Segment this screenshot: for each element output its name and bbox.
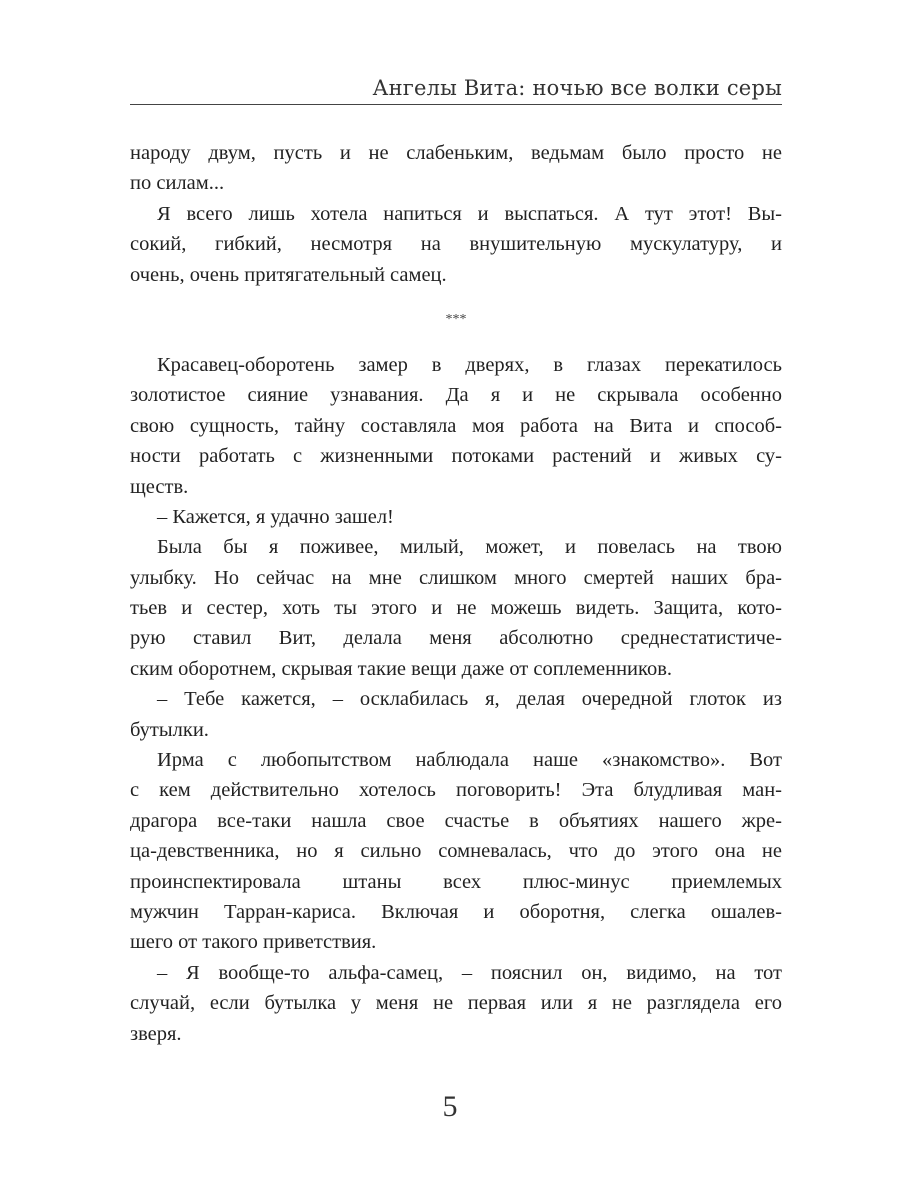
page-number: 5 bbox=[442, 1090, 458, 1123]
text-line: шего от такого приветствия. bbox=[130, 931, 377, 954]
text-line: сокий, гибкий, несмотря на внушительную мускулатуру, и bbox=[130, 233, 782, 256]
text-line: ности работать с жизненными потоками растений и живых су- bbox=[130, 445, 782, 468]
text-line: ским оборотнем, скрывая такие вещи даже от соплеменников. bbox=[130, 657, 672, 680]
text-line: рую ставил Вит, делала меня абсолютно среднестатистиче- bbox=[130, 627, 782, 650]
running-header bbox=[130, 72, 782, 105]
text-line: свою сущность, тайну составляла моя работа на Вита и способ- bbox=[130, 414, 782, 437]
text-line: случай, если бутылка у меня не первая или я не разглядела его bbox=[130, 992, 782, 1015]
paragraph bbox=[130, 502, 782, 532]
text-line: по силам... bbox=[130, 172, 225, 195]
text-line: драгора все-таки нашла свое счастье в объятиях нашего жре- bbox=[130, 809, 782, 832]
text-line: Была бы я поживее, милый, может, и повелась на твою bbox=[157, 536, 782, 559]
text-line: улыбку. Но сейчас на мне слишком много смертей наших бра- bbox=[130, 566, 782, 589]
body-text bbox=[130, 138, 782, 1049]
text-line: ществ. bbox=[130, 475, 189, 498]
paragraph bbox=[130, 745, 782, 958]
text-line: бутылки. bbox=[130, 718, 209, 741]
text-line: проинспектировала штаны всех плюс-минус приемлемых bbox=[130, 870, 782, 893]
text-line: очень, очень притягательный самец. bbox=[130, 263, 447, 286]
book-title: Ангелы Вита: ночью все волки серы bbox=[372, 76, 782, 100]
text-line: – Я вообще-то альфа-самец, – пояснил он, видимо, на тот bbox=[157, 961, 782, 984]
text-line: мужчин Тарран-кариса. Включая и оборотня, слегка ошалев- bbox=[130, 900, 782, 923]
text-line: золотистое сияние узнавания. Да я и не скрывала особенно bbox=[130, 384, 782, 407]
paragraph bbox=[130, 350, 782, 502]
text-line: – Тебе кажется, – осклабилась я, делая очередной глоток из bbox=[157, 688, 782, 711]
text-line: Ирма с любопытством наблюдала наше «знакомство». Вот bbox=[157, 749, 782, 772]
paragraph bbox=[130, 199, 782, 290]
paragraph bbox=[130, 684, 782, 745]
paragraph bbox=[130, 138, 782, 199]
paragraph bbox=[130, 532, 782, 684]
text-line: с кем действительно хотелось поговорить! Эта блудливая ман- bbox=[130, 779, 782, 802]
text-line: Красавец-оборотень замер в дверях, в глазах перекатилось bbox=[157, 353, 782, 376]
text-line: тьев и сестер, хоть ты этого и не можешь видеть. Защита, кото- bbox=[130, 597, 782, 620]
text-line: Я всего лишь хотела напиться и выспаться. А тут этот! Вы- bbox=[157, 202, 782, 225]
text-line: – Кажется, я удачно зашел! bbox=[157, 505, 394, 528]
section-separator: *** bbox=[445, 311, 467, 327]
text-line: зверя. bbox=[130, 1022, 182, 1045]
paragraph bbox=[130, 958, 782, 1049]
text-line: народу двум, пусть и не слабеньким, ведьмам было просто не bbox=[130, 142, 782, 164]
text-line: ца-девственника, но я сильно сомневалась, что до этого она не bbox=[130, 840, 782, 863]
